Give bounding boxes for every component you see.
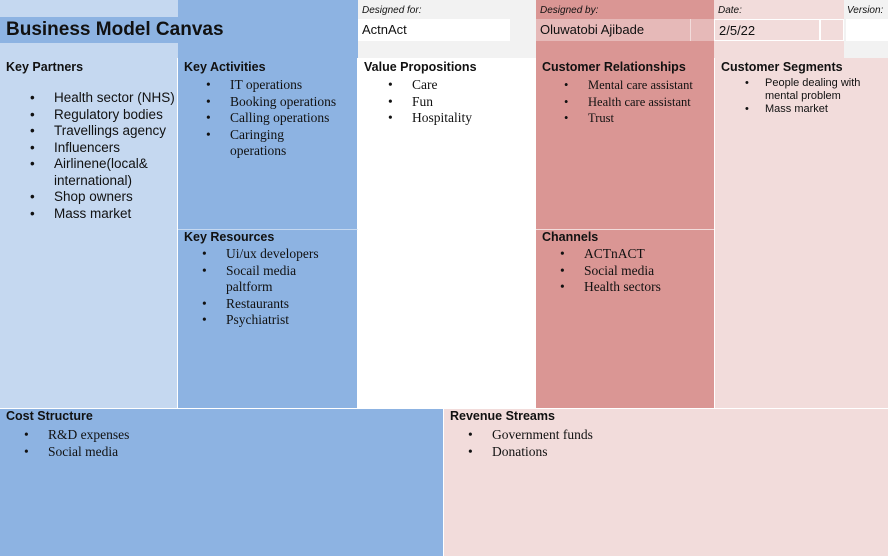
list-item: • Health sector (NHS) (30, 90, 175, 107)
customer-relationships-title: Customer Relationships (542, 60, 686, 74)
key-resources-title: Key Resources (184, 230, 275, 244)
version-label: Version: (847, 5, 884, 16)
list-item: • Social media (560, 263, 710, 280)
list-item: • Caringing operations (206, 127, 325, 160)
list-item: • Booking operations (206, 94, 356, 111)
list-item: • Calling operations (206, 110, 356, 127)
list-item: • Health care assistant (564, 94, 714, 111)
list-item: • Government funds (468, 427, 668, 444)
channels-section (536, 230, 714, 408)
key-partners-section (0, 58, 178, 408)
list-item: • Psychiatrist (202, 312, 352, 329)
designed-for-label: Designed for: (362, 5, 422, 16)
list-item: • Mental care assistant (564, 77, 714, 94)
list-item: • Restaurants (202, 296, 352, 313)
revenue-streams-list (468, 427, 668, 460)
list-item: • Socail media paltform (202, 263, 326, 296)
list-item: • Donations (468, 444, 668, 461)
key-resources-list (202, 246, 352, 329)
version-field[interactable] (846, 19, 888, 41)
list-item: • Health sectors (560, 279, 710, 296)
date-field[interactable]: 2/5/22 (714, 19, 820, 41)
list-item: • Care (388, 77, 528, 94)
list-item: • ACTnACT (560, 246, 710, 263)
customer-relationships-section (536, 58, 714, 230)
cost-structure-title: Cost Structure (6, 409, 93, 423)
list-item: • People dealing with mental problem (745, 77, 875, 103)
key-partners-list (30, 90, 175, 222)
value-propositions-list (388, 77, 528, 127)
revenue-streams-title: Revenue Streams (450, 409, 555, 423)
customer-segments-title: Customer Segments (721, 60, 843, 74)
cost-structure-list (24, 427, 224, 460)
date-field-end (820, 19, 844, 41)
list-item: • Social media (24, 444, 224, 461)
list-item: • Influencers (30, 140, 175, 157)
list-item: • Mass market (30, 206, 175, 223)
list-item: • Fun (388, 94, 528, 111)
designed-by-field[interactable]: Oluwatobi Ajibade (536, 19, 690, 41)
date-label: Date: (718, 5, 742, 16)
list-item: • Hospitality (388, 110, 528, 127)
key-activities-title: Key Activities (184, 60, 266, 74)
customer-segments-section (714, 58, 888, 408)
list-item: • Shop owners (30, 189, 175, 206)
list-item: • IT operations (206, 77, 356, 94)
list-item: • Ui/ux developers (202, 246, 352, 263)
designed-by-field-end (690, 19, 714, 41)
revenue-streams-section (444, 408, 888, 556)
list-item: • Airlinene(local& international) (30, 156, 175, 189)
list-item: • R&D expenses (24, 427, 224, 444)
value-propositions-title: Value Propositions (364, 60, 477, 74)
cost-structure-section (0, 408, 444, 556)
designed-for-field[interactable]: ActnAct (358, 19, 510, 41)
list-item: • Mass market (745, 103, 875, 116)
channels-title: Channels (542, 230, 599, 244)
list-item: • Regulatory bodies (30, 107, 175, 124)
customer-relationships-list (564, 77, 714, 127)
designed-by-label: Designed by: (540, 5, 599, 16)
channels-list (560, 246, 710, 296)
key-resources-section (178, 230, 358, 408)
key-partners-title: Key Partners (6, 60, 84, 74)
list-item: • Travellings agency (30, 123, 175, 140)
key-activities-list (206, 77, 356, 160)
value-propositions-section (358, 58, 536, 408)
key-activities-section (178, 58, 358, 230)
page-title: Business Model Canvas (6, 19, 224, 40)
list-item: • Trust (564, 110, 714, 127)
customer-segments-list (745, 77, 875, 116)
